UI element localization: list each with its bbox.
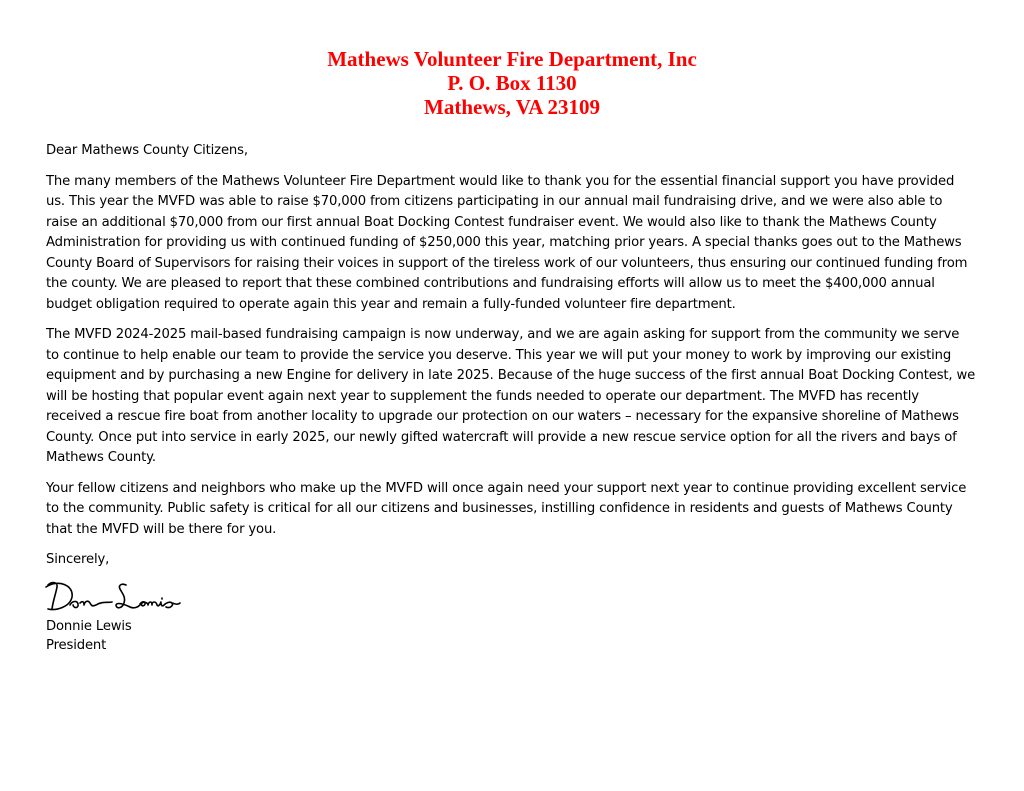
salutation: Dear Mathews County Citizens, (46, 143, 248, 158)
address-line-1: P. O. Box 1130 (447, 71, 577, 95)
letter-body (46, 141, 976, 656)
letterhead (0, 47, 1024, 119)
paragraph-3: Your fellow citizens and neighbors who make up the MVFD will once again need your support next year to continue providing excellent service to the community. Public safety is critical for all our citizens and businesses, instilling confidence in residents and guests of Mathews County that the MVFD will be there for you. (46, 480, 967, 537)
signer-name: Donnie Lewis (46, 618, 132, 634)
paragraph-2: The MVFD 2024-2025 mail-based fundraising campaign is now underway, and we are again asking for support from the community we serve to continue to help enable our team to provide the service you deserve. This year we will put your money to work by improving our existing equipment and by purchasing a new Engine for delivery in late 2025. Because of the huge success of the first annual Boat Docking Contest, we will be hosting that popular event again next year to supplement the funds needed to operate our department. The MVFD has recently received a rescue fire boat from another locality to upgrade our protection on our waters – necessary for the expansive shoreline of Mathews County. Once put into service in early 2025, our newly gifted watercraft will provide a new rescue service option for all the rivers and bays of Mathews County. (46, 327, 976, 465)
closing: Sincerely, (46, 552, 110, 567)
signer-title: President (46, 638, 107, 653)
paragraph-1: The many members of the Mathews Volunteer Fire Department would like to thank you for the essential financial support you have provided us. This year the MVFD was able to raise $70,000 from citizens participating in our annual mail fundraising drive, and we were also able to raise an additional $70,000 from our first annual Boat Docking Contest fundraiser event. We would also like to thank the Mathews County Administration for providing us with continued funding of $250,000 this year, matching prior years. A special thanks goes out to the Mathews County Board of Supervisors for raising their voices in support of the tireless work of our volunteers, thus ensuring our continued funding from the county. We are pleased to report that these combined contributions and fundraising efforts will allow us to meet the $400,000 annual budget obligation required to operate again this year and remain a fully-funded volunteer fire department. (46, 173, 968, 312)
address-line-2: Mathews, VA 23109 (424, 95, 600, 119)
handwritten-signature (44, 577, 184, 617)
signer-block (46, 617, 976, 656)
org-name: Mathews Volunteer Fire Department, Inc (327, 47, 697, 71)
